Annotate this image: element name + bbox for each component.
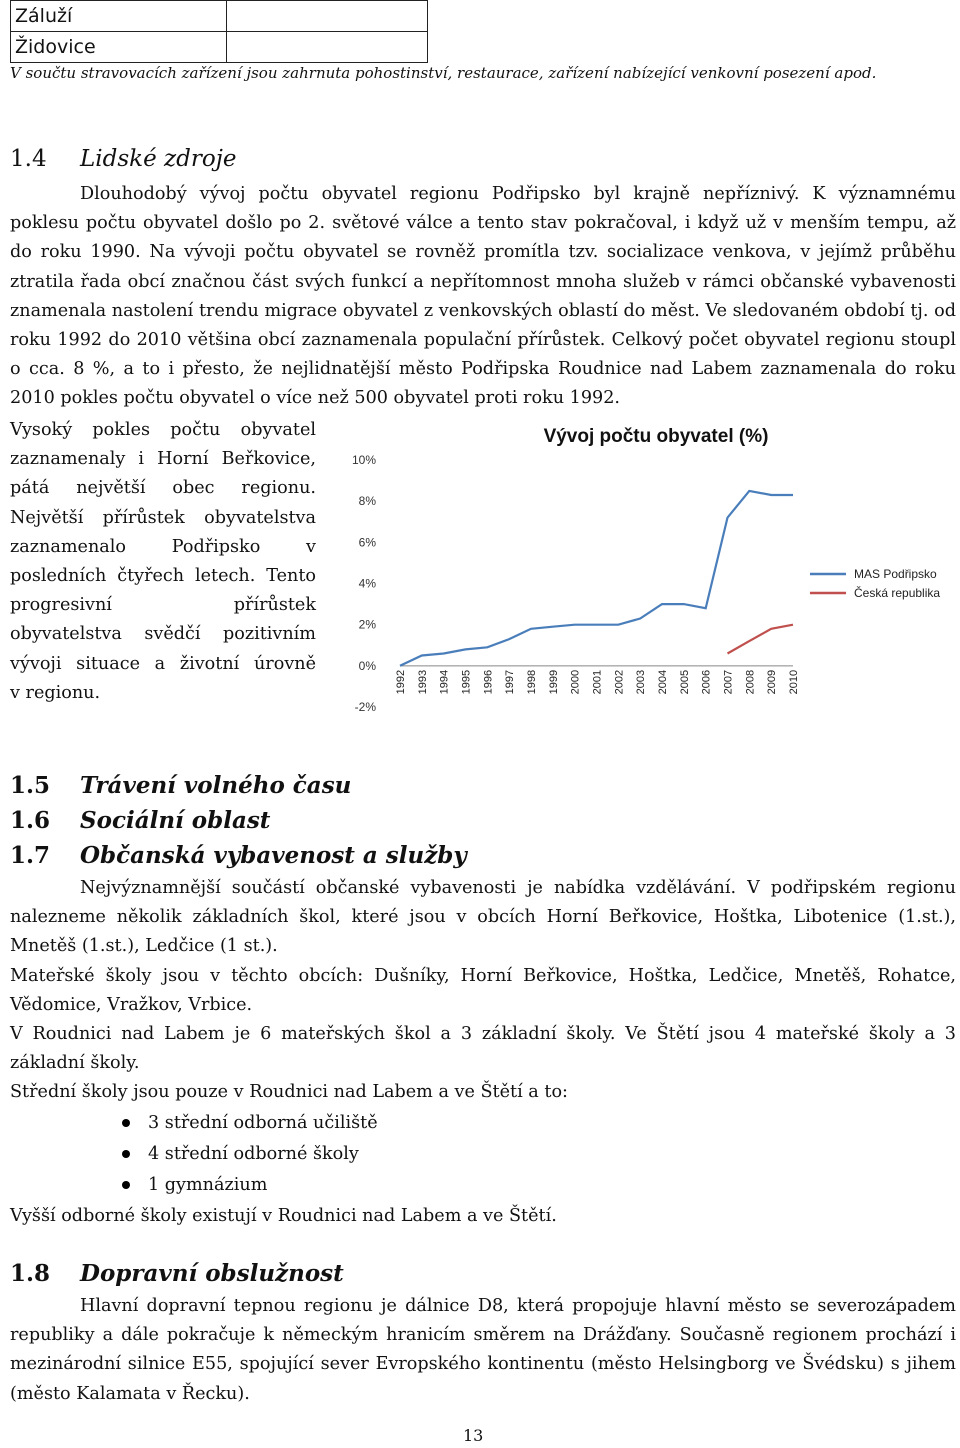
paragraph-transport: Hlavní dopravní tepnou regionu je dálnice D8, která propojuje hlavní město se severozápadem republiky a dále pokračuje k německým hranicím směrem na Drážďany. Současně regionem prochází i mezinárodní silnice E55, spojující sever Evropského kontinentu (město Helsingborg ve Švédsku) s jihem (město Kalamata v Řecku). xyxy=(10,1296,956,1404)
paragraph-higher: Vyšší odborné školy existují v Roudnici nad Labem a ve Štětí. xyxy=(10,1206,557,1226)
table-row xyxy=(11,32,428,63)
x-tick-label: 2003 xyxy=(635,669,648,695)
x-tick-label: 2000 xyxy=(569,669,582,695)
paragraph-schools: Nejvýznamnější součástí občanské vybavenosti je nabídka vzdělávání. V podřipském regionu nalezneme několik základních škol, které jsou v obcích Horní Beřkovice, Hoštka, Libotenice (1.st.), Mnetěš (1.st.), Ledčice (1 st.). xyxy=(10,878,956,957)
side-paragraph: Vysoký pokles počtu obyvatel zaznamenaly i Horní Beřkovice, pátá největší obec regionu. Největší přírůstek obyvatelstva zaznamenalo Podřipsko v posledních čtyřech letech. Tento progresivní přírůstek obyvatelstva svědčí pozitivním vývoji situace a životní úrovně xyxy=(10,420,316,674)
heading-number: 1.7 xyxy=(10,842,51,869)
x-tick-label: 1998 xyxy=(526,669,538,695)
heading-number: 1.6 xyxy=(10,807,51,834)
heading-title: Trávení volného času xyxy=(80,772,352,799)
x-tick-label: 2009 xyxy=(766,669,779,695)
x-tick-label: 2002 xyxy=(613,669,626,695)
list-item: 4 střední odborné školy xyxy=(110,1139,378,1170)
side-text xyxy=(10,416,316,708)
x-tick-label: 2008 xyxy=(744,669,757,695)
x-tick-label: 1999 xyxy=(547,669,560,695)
heading-number: 1.5 xyxy=(10,772,51,799)
heading-1-6 xyxy=(10,807,270,834)
facilities-table xyxy=(10,0,428,63)
table-note: V součtu stravovacích zařízení jsou zahrnuta pohostinství, restaurace, zařízení nabízející venkovní posezení apod. xyxy=(10,64,877,82)
x-tick-label: 1996 xyxy=(482,669,495,695)
heading-title: Sociální oblast xyxy=(80,807,271,834)
x-tick-label: 1995 xyxy=(460,669,473,695)
heading-title: Občanská vybavenost a služby xyxy=(80,842,467,869)
x-tick-label: 2004 xyxy=(657,669,669,695)
chart-legend xyxy=(810,567,940,600)
y-tick-label: -2% xyxy=(354,700,376,714)
x-tick-label: 1997 xyxy=(504,669,517,695)
x-tick-label: 1994 xyxy=(438,669,451,695)
population-chart xyxy=(338,418,960,718)
heading-number: 1.8 xyxy=(10,1260,51,1287)
table-cell-value xyxy=(227,1,428,32)
legend-label: Česká republika xyxy=(854,586,941,600)
y-tick-label: 2% xyxy=(358,617,376,632)
series-line xyxy=(400,491,793,666)
heading-title: Lidské zdroje xyxy=(80,146,237,172)
x-tick-label: 2005 xyxy=(678,669,691,695)
paragraph-secondary: Střední školy jsou pouze v Roudnici nad Labem a ve Štětí a to: xyxy=(10,1082,568,1102)
y-tick-label: 6% xyxy=(358,535,376,550)
table-cell-name: Židovice xyxy=(11,32,227,63)
y-axis xyxy=(352,453,376,714)
y-tick-label: 10% xyxy=(351,453,376,467)
x-tick-label: 2010 xyxy=(788,669,800,695)
paragraph-population: Dlouhodobý vývoj počtu obyvatel regionu Podřipsko byl krajně nepříznivý. K významnému poklesu počtu obyvatel došlo po 2. světové válce a tento stav pokračoval, i když už v menším tempu, až do roku 1990. Na vývoji počtu obyvatel se rovněž promítla tzv. socializace venkova, v jejímž průběhu ztratila řada obcí značnou část svých funkcí a nepřítomnost mnoha služeb v rámci občanské vybavenosti znamenala nastolení trendu migrace obyvatel z venkovských oblastí do měst. Ve sledovaném období tj. od roku 1992 do 2010 většina obcí zaznamenala populační přírůstek. Celkový počet obyvatel regionu stoupl o cca. 8 %, a to i přesto, že nejlidnatější město Podřipska Roudnice nad Labem zaznamenala do roku 2010 pokles počtu obyvatel o více než 500 obyvatel proti roku 1992. xyxy=(10,184,956,409)
heading-1-4 xyxy=(10,146,236,172)
y-tick-label: 8% xyxy=(358,494,376,509)
table-cell-value xyxy=(227,32,428,63)
y-tick-label: 4% xyxy=(358,576,376,591)
x-axis xyxy=(395,666,800,694)
list-item: 3 střední odborná učiliště xyxy=(110,1108,378,1139)
side-paragraph-end: v regionu. xyxy=(10,682,101,703)
paragraph-roudnice: V Roudnici nad Labem je 6 mateřských škol a 3 základní školy. Ve Štětí jsou 4 mateřské školy a 3 základní školy. xyxy=(10,1024,956,1074)
x-tick-label: 2007 xyxy=(722,669,735,695)
legend-label: MAS Podřipsko xyxy=(854,567,937,581)
secondary-schools-list xyxy=(110,1108,378,1201)
series-line xyxy=(728,625,794,654)
page-number: 13 xyxy=(463,1426,484,1445)
paragraph-kindergartens: Mateřské školy jsou v těchto obcích: Dušníky, Horní Beřkovice, Hoštka, Ledčice, Mnetěš, Rohatce, Vědomice, Vražkov, Vrbice. xyxy=(10,966,956,1016)
heading-1-7 xyxy=(10,842,467,869)
heading-1-5 xyxy=(10,772,351,799)
heading-title: Dopravní obslužnost xyxy=(80,1260,344,1287)
list-item: 1 gymnázium xyxy=(110,1170,378,1201)
x-tick-label: 1992 xyxy=(395,669,407,695)
x-tick-label: 2006 xyxy=(700,669,713,695)
chart-title: Vývoj počtu obyvatel (%) xyxy=(543,426,769,447)
heading-1-8 xyxy=(10,1260,344,1287)
table-cell-name: Záluží xyxy=(11,1,227,32)
y-tick-label: 0% xyxy=(358,658,376,673)
x-tick-label: 2001 xyxy=(591,669,604,695)
table-row xyxy=(11,1,428,32)
heading-number: 1.4 xyxy=(10,146,47,172)
x-tick-label: 1993 xyxy=(416,669,429,695)
chart-series xyxy=(400,491,793,666)
